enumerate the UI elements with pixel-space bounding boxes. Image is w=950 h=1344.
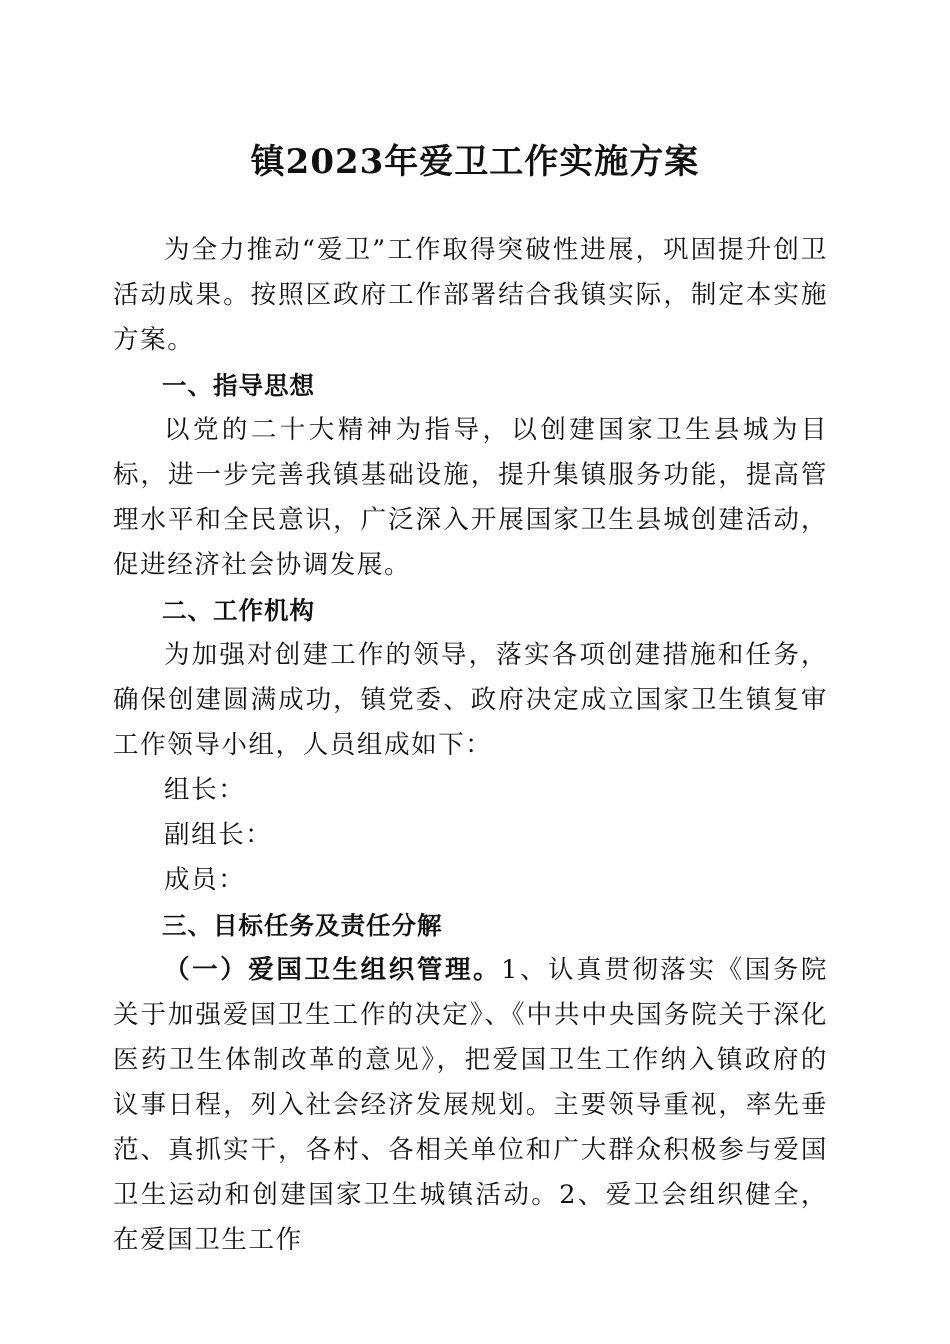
subsection-title: （一）爱国卫生组织管理。 bbox=[164, 955, 502, 985]
document-body bbox=[113, 228, 828, 1263]
work-organization-paragraph: 为加强对创建工作的领导，落实各项创建措施和任务，确保创建圆满成功，镇党委、政府决定成立国家卫生镇复审工作领导小组，人员组成如下： bbox=[113, 640, 828, 760]
document-title: 镇2023年爱卫工作实施方案 bbox=[250, 142, 700, 182]
members-line: 成员： bbox=[164, 865, 246, 895]
section-heading-guiding-ideology: 一、指导思想 bbox=[162, 371, 315, 400]
group-leader-line: 组长： bbox=[164, 775, 246, 805]
section-heading-goals-tasks: 三、目标任务及责任分解 bbox=[162, 911, 443, 940]
guiding-ideology-paragraph: 以党的二十大精神为指导，以创建国家卫生县城为目标，进一步完善我镇基础设施，提升集镇服务功能，提高管理水平和全民意识，广泛深入开展国家卫生县城创建活动，促进经济社会协调发展。 bbox=[113, 415, 828, 580]
goals-paragraph bbox=[113, 948, 828, 1263]
section-heading-work-organization: 二、工作机构 bbox=[162, 596, 315, 625]
subsection-text: 1、认真贯彻落实《国务院关于加强爱国卫生工作的决定》、《中共中央国务院关于深化医药卫生体制改革的意见》，把爱国卫生工作纳入镇政府的议事日程，列入社会经济发展规划。主要领导重视，率先垂范、真抓实干，各村、各相关单位和广大群众积极参与爱国卫生运动和创建国家卫生城镇活动。2、爱卫会组织健全，在爱国卫生工作 bbox=[113, 955, 828, 1255]
intro-paragraph: 为全力推动“爱卫”工作取得突破性进展，巩固提升创卫活动成果。按照区政府工作部署结合我镇实际，制定本实施方案。 bbox=[113, 235, 828, 355]
deputy-leader-line: 副组长： bbox=[164, 820, 273, 850]
